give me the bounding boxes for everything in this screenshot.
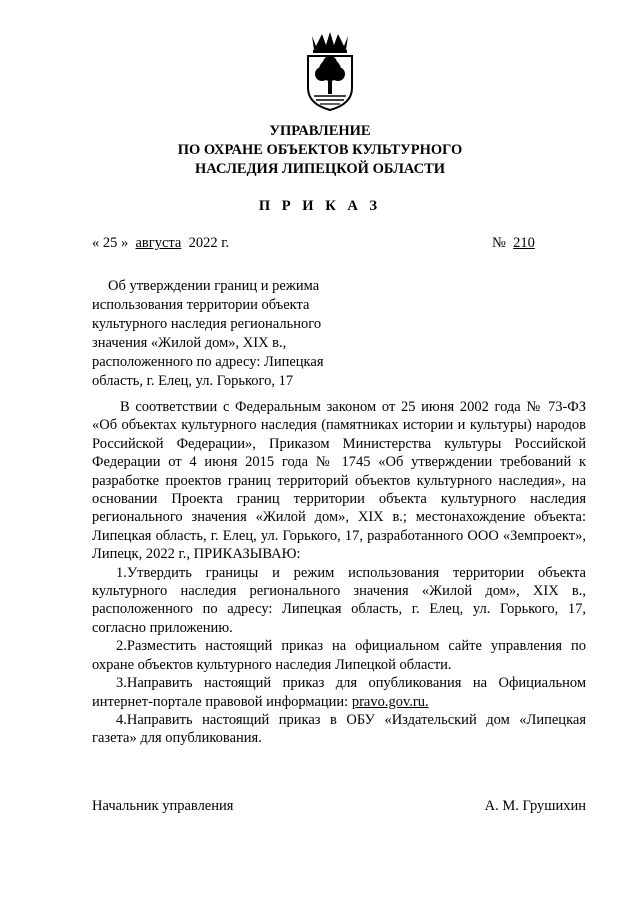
- subject-line-2: использования территории объекта: [92, 297, 310, 313]
- order-subject: [92, 277, 354, 391]
- order-date: [92, 235, 229, 252]
- body-item-4: 4.Направить настоящий приказ в ОБУ «Издательский дом «Липецкая газета» для опубликования.: [92, 711, 586, 747]
- body-intro: В соответствии с Федеральным законом от 25 июня 2002 года № 73-ФЗ «Об объектах культурного наследия (памятниках истории и культуры) народов Российской Федерации», Приказом Министерства культуры Российской Федерации от 4 июня 2015 года № 1745 «Об утверждении требований к разработке проектов границ территорий объектов культурного наследия», на основании Проекта границ территории объекта культурного наследия регионального значения «Жилой дом», XIX в.; местонахождение объекта: Липецкая область, г. Елец, ул. Горького, 17, разработанного ООО «Земпроект», Липецк, 2022 г., ПРИКАЗЫВАЮ:: [92, 399, 586, 563]
- number-sign: №: [492, 235, 506, 251]
- organization-header: [0, 122, 640, 179]
- subject-line-3: культурного наследия регионального: [92, 316, 322, 332]
- header-line-1: УПРАВЛЕНИЕ: [269, 123, 371, 139]
- date-close-quote: »: [121, 235, 129, 251]
- header-line-2: ПО ОХРАНЕ ОБЪЕКТОВ КУЛЬТУРНОГО: [177, 142, 463, 158]
- date-day: 25: [102, 235, 118, 251]
- date-month: августа: [135, 235, 182, 251]
- number-value: 210: [513, 235, 535, 251]
- subject-line-1: Об утверждении границ и режима: [108, 278, 320, 294]
- date-open-quote: «: [92, 235, 100, 251]
- body-item-1: 1.Утвердить границы и режим использования территории объекта культурного наследия регионального значения «Жилой дом», XIX в., расположенного по адресу: Липецкая область, г. Елец, ул. Горького, 17, согласно приложению.: [92, 564, 586, 636]
- subject-line-5: расположенного по адресу: Липецкая: [92, 354, 324, 370]
- subject-line-6: область, г. Елец, ул. Горького, 17: [92, 373, 294, 389]
- document-type: П Р И К А З: [258, 198, 382, 214]
- order-number: [492, 235, 535, 252]
- header-line-3: НАСЛЕДИЯ ЛИПЕЦКОЙ ОБЛАСТИ: [194, 161, 446, 177]
- signature-name: А. М. Грушихин: [484, 798, 586, 814]
- date-year: 2022 г.: [188, 235, 230, 251]
- signature-title: Начальник управления: [92, 798, 234, 814]
- pravo-link[interactable]: pravo.gov.ru.: [351, 693, 429, 710]
- order-body: [92, 398, 586, 748]
- body-item-3: [92, 674, 586, 711]
- body-item-3-text: 3.Направить настоящий приказ для опубликования на Официальном интернет-портале правовой информации:: [92, 675, 586, 710]
- coat-of-arms-icon: [298, 30, 362, 112]
- body-item-2: 2.Разместить настоящий приказ на официальном сайте управления по охране объектов культурного наследия Липецкой области.: [92, 638, 586, 673]
- subject-line-4: значения «Жилой дом», XIX в.,: [92, 335, 287, 351]
